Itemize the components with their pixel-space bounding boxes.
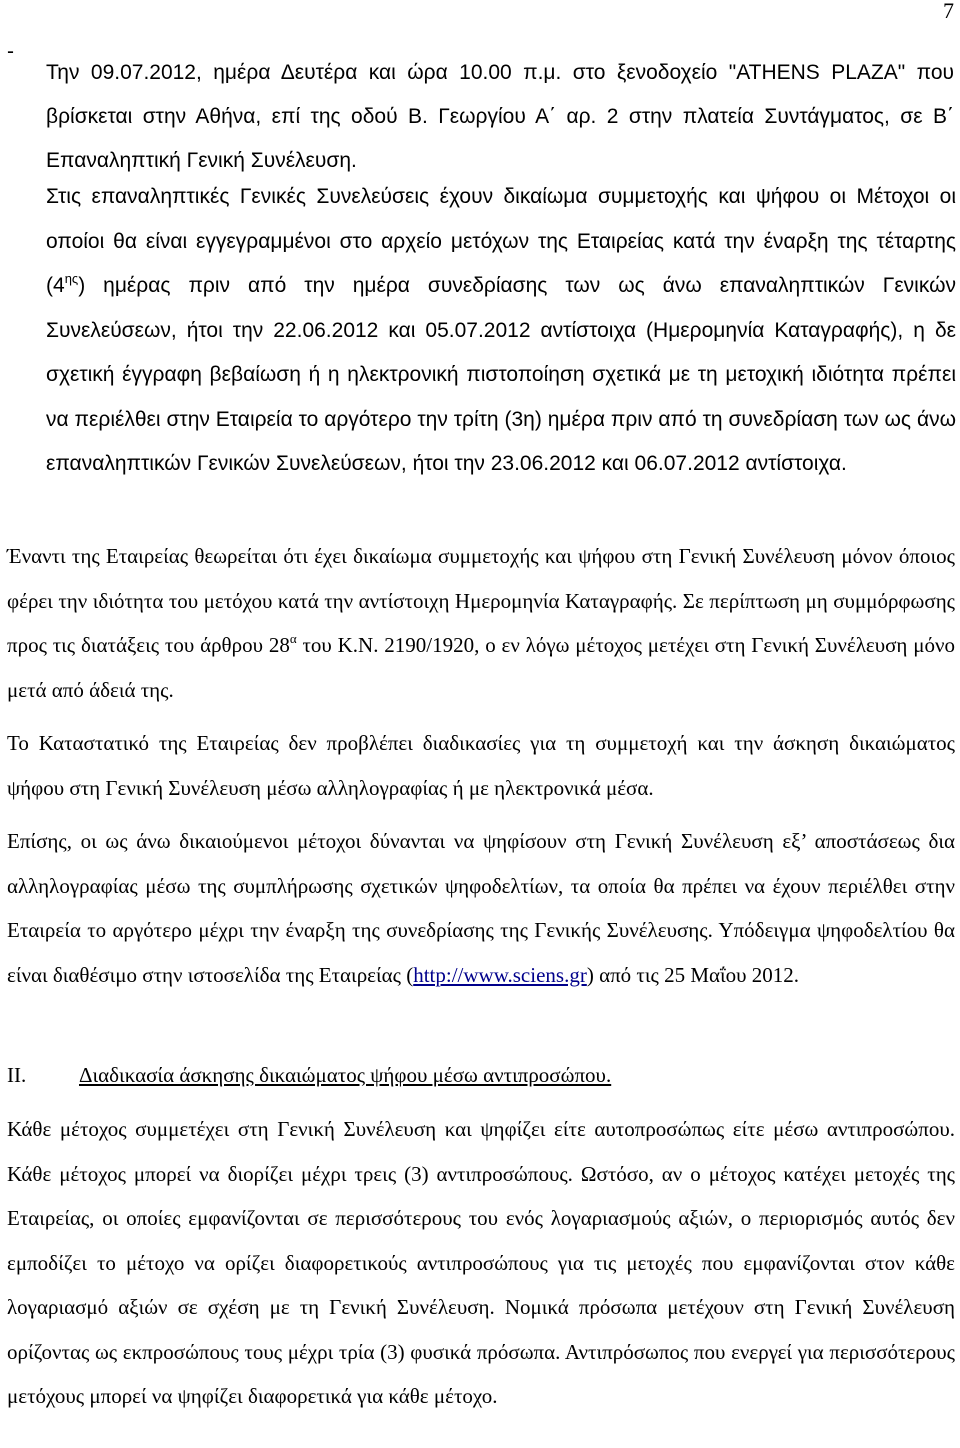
remote-voting-text-2: ) από τις 25 Μαΐου 2012. (586, 962, 800, 987)
ordinal-superscript: ης (64, 271, 79, 286)
remote-voting-paragraph (7, 819, 955, 997)
section-number: II. (7, 1063, 27, 1087)
section-title: Διαδικασία άσκησης δικαιώματος ψήφου μέσω αντιπροσώπου. (79, 1063, 612, 1087)
statute-paragraph (7, 721, 955, 810)
record-date-paragraph (46, 175, 956, 487)
rights-paragraph (7, 534, 955, 712)
remote-voting-text-1: Επίσης, οι ως άνω δικαιούμενοι μέτοχοι δύνανται να ψηφίσουν στη Γενική Συνέλευση εξ’ αποστάσεως δια αλληλογραφίας μέσω της συμπλήρωσης σχετικών ψηφοδελτίων, τα οποία θα πρέπει να έχουν περιέλθει στην Εταιρεία το αργότερο μέχρι την έναρξη της συνεδρίασης της Γενικής Συνέλευσης. Υπόδειγμα ψηφοδελτίου θα είναι διαθέσιμο στην ιστοσελίδα της Εταιρείας ( (7, 829, 955, 987)
proxy-paragraph (7, 1107, 955, 1419)
meeting-details-text: Την 09.07.2012, ημέρα Δευτέρα και ώρα 10.00 π.μ. στο ξενοδοχείο "ATHENS PLAZA" που βρίσκεται στην Αθήνα, επί της οδού Β. Γεωργίου Α΄ αρ. 2 στην πλατεία Συντάγματος, σε Β΄ Επαναληπτική Γενική Συνέλευση. (46, 61, 954, 172)
page-number: 7 (943, 0, 954, 23)
website-link[interactable]: http://www.sciens.gr (413, 962, 587, 987)
record-date-text-2: ) ημέρας πριν από την ημέρα συνεδρίασης των ως άνω επαναληπτικών Γενικών Συνελεύσεων, ήτοι την 22.06.2012 και 05.07.2012 αντίστοιχα (Ημερομηνία Καταγραφής), η δε σχετική έγγραφη βεβαίωση ή η ηλεκτρονική πιστοποίηση σχετικά με τη μετοχική ιδιότητα πρέπει να περιέλθει στην Εταιρεία το αργότερο την τρίτη (3η) ημέρα πριν από τη συνεδρίαση των ως άνω επαναληπτικών Γενικών Συνελεύσεων, ήτοι την 23.06.2012 και 06.07.2012 αντίστοιχα. (46, 274, 956, 475)
statute-text: Το Καταστατικό της Εταιρείας δεν προβλέπει διαδικασίες για τη συμμετοχή και την άσκηση δικαιώματος ψήφου στη Γενική Συνέλευση μέσω αλληλογραφίας ή με ηλεκτρονικά μέσα. (7, 731, 955, 800)
list-bullet: - (7, 40, 14, 63)
rights-text-2: του Κ.Ν. 2190/1920, ο εν λόγω μέτοχος μετέχει στη Γενική Συνέλευση μόνο μετά από άδειά της. (7, 633, 955, 702)
rights-text-1: Έναντι της Εταιρείας θεωρείται ότι έχει δικαίωμα συμμετοχής και ψήφου στη Γενική Συνέλευση μόνον όποιος φέρει την ιδιότητα του μετόχου κατά την αντίστοιχη Ημερομηνία Καταγραφής. Σε περίπτωση μη συμμόρφωσης προς τις διατάξεις του άρθρου 28 (7, 544, 955, 657)
article-superscript: α (289, 631, 297, 646)
record-date-text-1: Στις επαναληπτικές Γενικές Συνελεύσεις έχουν δικαίωμα συμμετοχής και ψήφου οι Μέτοχοι οι οποίοι θα είναι εγγεγραμμένοι στο αρχείο μετόχων της Εταιρείας κατά την έναρξη της τέταρτης (4 (46, 185, 956, 297)
proxy-text: Κάθε μέτοχος συμμετέχει στη Γενική Συνέλευση και ψηφίζει είτε αυτοπροσώπως είτε μέσω αντιπροσώπου. Κάθε μέτοχος μπορεί να διορίζει μέχρι τρεις (3) αντιπροσώπους. Ωστόσο, αν ο μέτοχος κατέχει μετοχές της Εταιρείας, οι οποίες εμφανίζονται σε περισσότερους του ενός λογαριασμούς αξιών, ο περιορισμός αυτός δεν εμποδίζει το μέτοχο να ορίζει διαφορετικούς αντιπροσώπους για τις μετοχές που εμφανίζονται στον κάθε λογαριασμό αξιών σε σχέση με τη Γενική Συνέλευση. Νομικά πρόσωπα μετέχουν στη Γενική Συνέλευση ορίζοντας ως εκπροσώπους τους μέχρι τρία (3) φυσικά πρόσωπα. Αντιπρόσωπος που ενεργεί για περισσότερους μετόχους μπορεί να ψηφίζει διαφορετικά για κάθε μέτοχο. (7, 1117, 955, 1408)
meeting-details-item (46, 51, 954, 183)
